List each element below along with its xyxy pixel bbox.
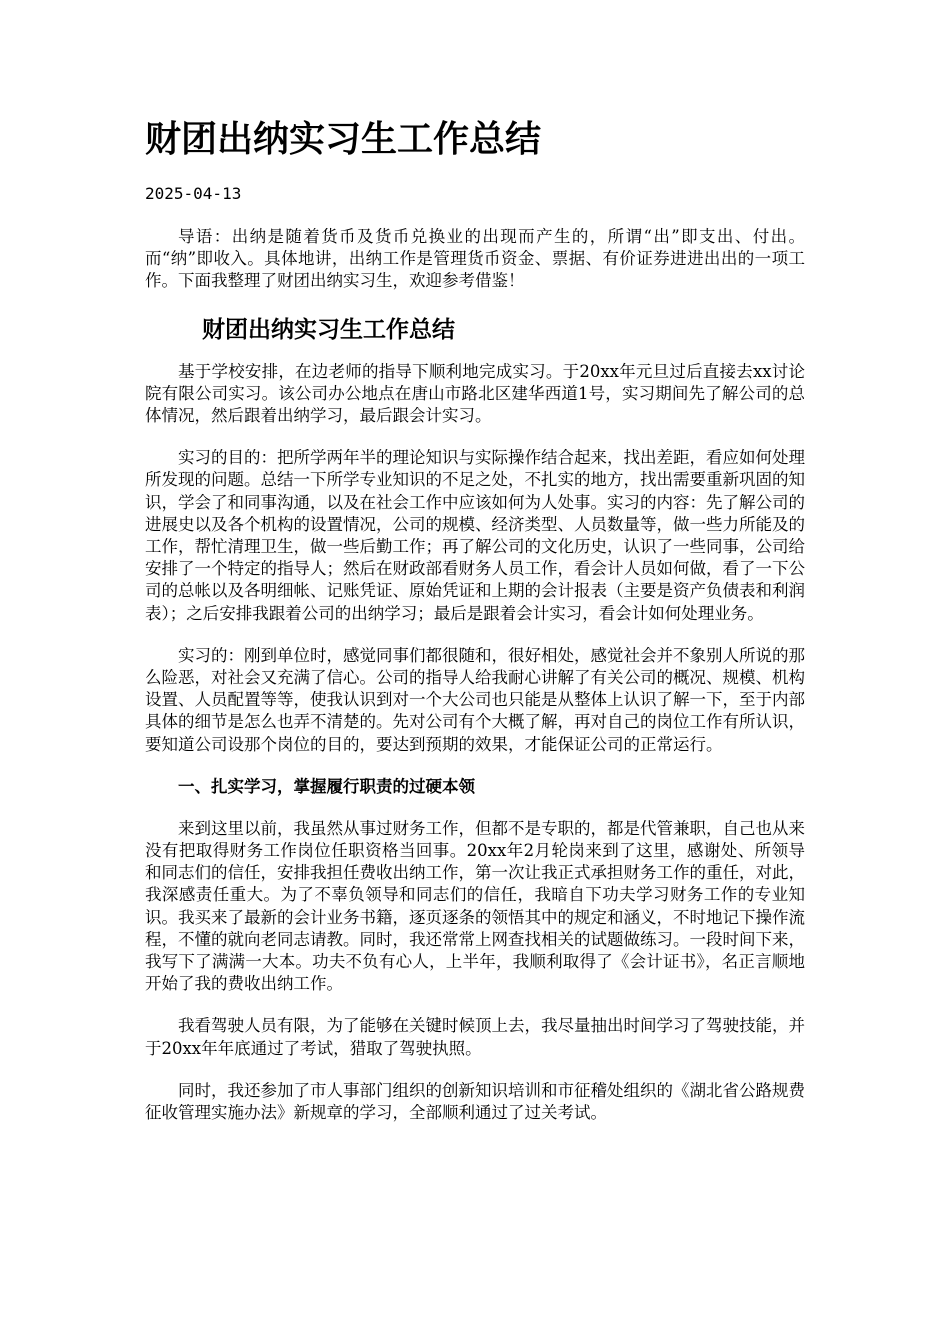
intro-paragraph: 导语：出纳是随着货币及货币兑换业的出现而产生的，所谓“出”即支出、付出。而“纳”即收入。具体地讲，出纳工作是管理货币资金、票据、有价证券进进出出的一项工作。下面我整理了财团出纳实习生，欢迎参考借鉴！: [145, 227, 805, 291]
document-body: [145, 226, 805, 1144]
body-paragraph: 同时，我还参加了市人事部门组织的创新知识培训和市征稽处组织的《湖北省公路规费征收管理实施办法》新规章的学习，全部顺利通过了过关考试。: [145, 1080, 805, 1123]
publish-date: 2025-04-13: [145, 184, 242, 203]
body-paragraph: 实习的目的：把所学两年半的理论知识与实际操作结合起来，找出差距，看应如何处理所发现的问题。总结一下所学专业知识的不足之处，不扎实的地方，找出需要重新巩固的知识，学会了和同事沟通，以及在社会工作中应该如何为人处事。实习的内容：先了解公司的进展史以及各个机构的设置情况，公司的规模、经济类型、人员数量等，做一些力所能及的工作，帮忙清理卫生，做一些后勤工作；再了解公司的文化历史，认识了一些同事，公司给安排了一个特定的指导人；然后在财政部看财务人员工作，看会计人员如何做，看了一下公司的总帐以及各明细帐、记账凭证、原始凭证和上期的会计报表（主要是资产负债表和利润表）；之后安排我跟着公司的出纳学习；最后是跟着会计实习，看会计如何处理业务。: [145, 448, 805, 623]
document-title: 财团出纳实习生工作总结: [145, 119, 542, 160]
body-paragraph: 我看驾驶人员有限，为了能够在关键时候顶上去，我尽量抽出时间学习了驾驶技能，并于20xx年年底通过了考试，猎取了驾驶执照。: [145, 1016, 805, 1058]
body-paragraph: 实习的：刚到单位时，感觉同事们都很随和，很好相处，感觉社会并不象别人所说的那么险恶，对社会又充满了信心。公司的指导人给我耐心讲解了有关公司的概况、规模、机构设置、人员配置等等，使我认识到对一个大公司也只能是从整体上认识了解一下，至于内部具体的细节是怎么也弄不清楚的。先对公司有个大概了解，再对自己的岗位工作有所认识，要知道公司设那个岗位的目的，要达到预期的效果，才能保证公司的正常运行。: [145, 645, 805, 754]
body-paragraph: 来到这里以前，我虽然从事过财务工作，但都不是专职的，都是代管兼职，自己也从来没有把取得财务工作岗位任职资格当回事。20xx年2月轮岗来到了这里，感谢处、所领导和同志们的信任，安排我担任费收出纳工作，第一次让我正式承担财务工作的重任，对此，我深感责任重大。为了不辜负领导和同志们的信任，我暗自下功夫学习财务工作的专业知识。我买来了最新的会计业务书籍，逐页逐条的领悟其中的规定和涵义，不时地记下操作流程，不懂的就向老同志请教。同时，我还常常上网查找相关的试题做练习。一段时间下来，我写下了满满一大本。功夫不负有心人，上半年，我顺利取得了《会计证书》，名正言顺地开始了我的费收出纳工作。: [145, 818, 805, 994]
subheading: 一、扎实学习，掌握履行职责的过硬本领: [178, 776, 475, 796]
body-paragraph: 基于学校安排，在边老师的指导下顺利地完成实习。于20xx年元旦过后直接去xx讨论院有限公司实习。该公司办公地点在唐山市路北区建华西道1号，实习期间先了解公司的总体情况，然后跟着出纳学习，最后跟会计实习。: [145, 361, 805, 426]
section-title: 财团出纳实习生工作总结: [202, 316, 455, 343]
